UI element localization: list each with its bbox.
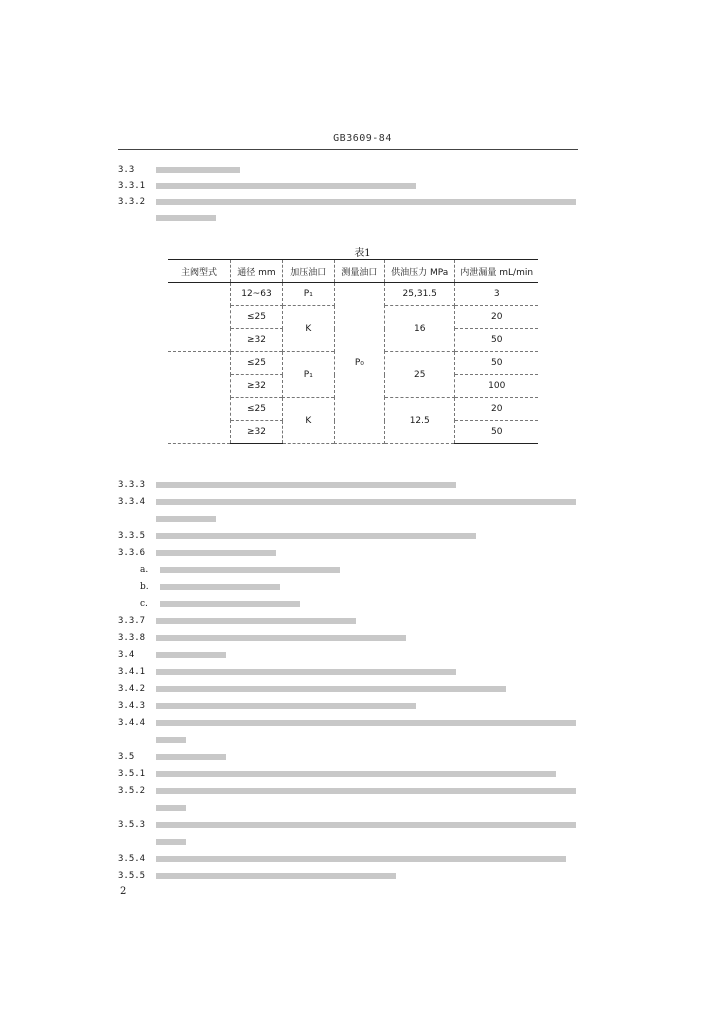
unread-text [156, 720, 576, 726]
clause-number: 3.3.7 [118, 616, 146, 626]
cell-diameter: ≥32 [231, 375, 283, 398]
item-marker: a. [140, 565, 149, 575]
cell-pressure-port: K [282, 398, 334, 444]
item-marker: c. [140, 599, 148, 609]
unread-text [156, 618, 356, 624]
clause-number: 3.4.1 [118, 667, 146, 677]
cell-leakage: 3 [455, 283, 538, 306]
cell-supply-pressure: 25 [384, 352, 455, 398]
unread-text [156, 482, 456, 488]
item-marker: b. [140, 582, 149, 592]
cell-leakage: 20 [455, 306, 538, 329]
clause-3-4-2 [118, 684, 580, 695]
cell-valve-type [168, 283, 231, 352]
clause-3-4-1 [118, 667, 580, 678]
cell-pressure-port: P₁ [282, 352, 334, 398]
header-rule [118, 149, 578, 150]
table-row [168, 283, 538, 306]
cell-valve-type [168, 352, 231, 444]
clause-3-5-2-cont [118, 803, 580, 814]
clause-3-3-3 [118, 480, 580, 491]
clause-3-4-4 [118, 718, 580, 729]
unread-text [156, 771, 556, 777]
col-header-pressure-port: 加压油口 [282, 260, 334, 283]
clause-number: 3.5.4 [118, 854, 146, 864]
unread-text [156, 839, 186, 845]
cell-leakage: 20 [455, 398, 538, 421]
unread-text [156, 873, 396, 879]
clause-3-3-4 [118, 497, 580, 508]
unread-text [156, 167, 240, 173]
clause-number: 3.4 [118, 650, 135, 660]
col-header-supply-pressure: 供油压力 MPa [384, 260, 455, 283]
clause-3-3 [118, 165, 580, 176]
cell-supply-pressure: 25,31.5 [384, 283, 455, 306]
cell-leakage: 100 [455, 375, 538, 398]
cell-diameter: ≤25 [231, 352, 283, 375]
unread-text [156, 754, 226, 760]
unread-text [160, 567, 340, 573]
cell-leakage: 50 [455, 329, 538, 352]
clause-3-3-4-cont [118, 514, 580, 525]
cell-diameter: 12~63 [231, 283, 283, 306]
cell-measure-port: P₀ [334, 283, 384, 444]
table-header-row [168, 260, 538, 283]
clause-3-4-4-cont [118, 735, 580, 746]
clause-number: 3.3.3 [118, 480, 146, 490]
clause-3-5-2 [118, 786, 580, 797]
cell-pressure-port: K [282, 306, 334, 352]
col-header-valve-type: 主阀型式 [168, 260, 231, 283]
col-header-measure-port: 测量油口 [334, 260, 384, 283]
clause-number: 3.3.2 [118, 197, 146, 207]
unread-text [156, 199, 576, 205]
cell-diameter: ≥32 [231, 329, 283, 352]
clause-3-5-1 [118, 769, 580, 780]
unread-text [156, 652, 226, 658]
page-number: 2 [120, 886, 127, 897]
clause-3-3-2 [118, 197, 580, 208]
clause-3-3-8 [118, 633, 580, 644]
unread-text [156, 822, 576, 828]
unread-text [156, 550, 276, 556]
cell-supply-pressure: 16 [384, 306, 455, 352]
clause-number: 3.5 [118, 752, 135, 762]
clause-number: 3.5.5 [118, 871, 146, 881]
unread-text [156, 703, 416, 709]
cell-diameter: ≤25 [231, 306, 283, 329]
item-a [140, 565, 602, 576]
clause-number: 3.3 [118, 165, 135, 175]
clause-3-3-2-cont [118, 213, 580, 224]
cell-pressure-port: P₁ [282, 283, 334, 306]
clause-3-4 [118, 650, 580, 661]
unread-text [160, 601, 300, 607]
unread-text [156, 635, 406, 641]
clause-number: 3.3.4 [118, 497, 146, 507]
clause-3-5-4 [118, 854, 580, 865]
clause-number: 3.5.3 [118, 820, 146, 830]
clause-number: 3.3.5 [118, 531, 146, 541]
clause-number: 3.4.2 [118, 684, 146, 694]
unread-text [156, 516, 216, 522]
clause-3-3-7 [118, 616, 580, 627]
item-b [140, 582, 602, 593]
col-header-leakage: 内泄漏量 mL/min [455, 260, 538, 283]
clause-number: 3.3.8 [118, 633, 146, 643]
unread-text [156, 499, 576, 505]
clause-3-5 [118, 752, 580, 763]
table-title: 表1 [354, 248, 371, 259]
spec-table [168, 259, 538, 444]
unread-text [156, 215, 216, 221]
clause-number: 3.4.4 [118, 718, 146, 728]
clause-3-5-3-cont [118, 837, 580, 848]
unread-text [156, 533, 476, 539]
clause-number: 3.3.6 [118, 548, 146, 558]
unread-text [156, 788, 576, 794]
unread-text [156, 805, 186, 811]
clause-3-3-5 [118, 531, 580, 542]
clause-3-3-1 [118, 181, 580, 192]
cell-supply-pressure: 12.5 [384, 398, 455, 444]
clause-3-4-3 [118, 701, 580, 712]
cell-diameter: ≤25 [231, 398, 283, 421]
unread-text [156, 669, 456, 675]
clause-3-3-6 [118, 548, 580, 559]
unread-text [156, 183, 416, 189]
unread-text [160, 584, 280, 590]
clause-number: 3.3.1 [118, 181, 146, 191]
col-header-diameter: 通径 mm [231, 260, 283, 283]
unread-text [156, 737, 186, 743]
clause-3-5-5 [118, 871, 580, 882]
cell-leakage: 50 [455, 352, 538, 375]
document-code: GB3609-84 [333, 133, 392, 144]
cell-diameter: ≥32 [231, 421, 283, 444]
unread-text [156, 686, 506, 692]
clause-number: 3.4.3 [118, 701, 146, 711]
clause-number: 3.5.1 [118, 769, 146, 779]
unread-text [156, 856, 566, 862]
clause-3-5-3 [118, 820, 580, 831]
cell-leakage: 50 [455, 421, 538, 444]
item-c [140, 599, 602, 610]
clause-number: 3.5.2 [118, 786, 146, 796]
